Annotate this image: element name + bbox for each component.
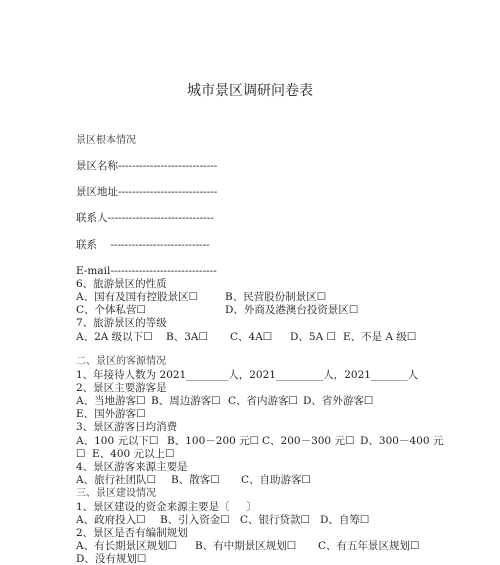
s2-q3-option-e[interactable]: E、400 元以上☐	[92, 448, 175, 460]
field-contact-person[interactable]: 联系人------------------------------	[76, 212, 214, 224]
s3-q1-option-a[interactable]: A、政府投入☐	[76, 514, 146, 526]
section-construction-heading: 三、景区建设情况	[76, 488, 156, 499]
s2-q4-option-a[interactable]: A、旅行社团队☐	[76, 474, 156, 486]
q7-option-a[interactable]: A、2A 级以下☐	[76, 331, 153, 343]
field-scenic-name[interactable]: 景区名称----------------------------	[76, 160, 218, 172]
q7-option-c[interactable]: C、4A☐	[230, 331, 273, 343]
q6-option-a[interactable]: A、国有及国有控股景区☐	[76, 291, 198, 303]
q7-option-e[interactable]: E、不是 A 级☐	[343, 331, 417, 343]
s3-q2-option-c[interactable]: C、有五年景区规划☐	[318, 540, 420, 552]
s2-q2-option-d[interactable]: D、省外游客☐	[303, 395, 374, 407]
field-scenic-address[interactable]: 景区地址----------------------------	[76, 186, 218, 198]
s2-q2-option-c[interactable]: C、省内游客☐	[228, 395, 298, 407]
s2-q4-option-b[interactable]: B、散客☐	[171, 474, 220, 486]
s2-q3-option-a[interactable]: A、100 元以下☐	[76, 435, 159, 447]
q7-question: 7、旅游景区的等级	[76, 317, 167, 329]
q6-option-b[interactable]: B、民营股份制景区☐	[225, 291, 327, 303]
s2-q2-question: 2、景区主要游客是	[76, 382, 167, 394]
s3-q1-question: 1、景区建设的资金来源主要是〔 〕	[76, 501, 257, 513]
s3-q1-option-d[interactable]: D、自筹☐	[320, 514, 370, 526]
document-title: 城市景区调研问卷表	[187, 83, 313, 99]
s2-q2-option-b[interactable]: B、周边游客☐	[151, 395, 221, 407]
s2-q3-option-c[interactable]: C、200－300 元☐	[262, 435, 355, 447]
s3-q1-option-b[interactable]: B、引入资金☐	[160, 514, 230, 526]
s3-q1-option-c[interactable]: C、银行贷款☐	[240, 514, 310, 526]
s2-q1-annual-visitors[interactable]: 1、年接待人数为 2021________人，2021_________人，2021_______人	[76, 369, 419, 381]
s2-q3-option-b[interactable]: B、100－200 元☐	[167, 435, 260, 447]
s2-q4-option-c[interactable]: C、自助游客☐	[241, 474, 311, 486]
s2-q2-option-a[interactable]: A、当地游客☐	[76, 395, 146, 407]
s3-q2-option-d[interactable]: D、没有规划☐	[76, 553, 147, 565]
section-visitor-source-heading: 二、景区的客源情况	[76, 356, 166, 367]
s2-q3-option-d-box[interactable]: ☐	[76, 448, 86, 460]
q7-option-b[interactable]: B、3A☐	[166, 331, 208, 343]
q7-option-d[interactable]: D、5A ☐	[290, 331, 336, 343]
q6-question: 6、旅游景区的性质	[76, 278, 167, 290]
q6-option-c[interactable]: C、个体私营☐	[76, 304, 146, 316]
field-email[interactable]: E-mail------------------------------	[76, 265, 217, 277]
s3-q2-option-a[interactable]: A、有长期景区规划☐	[76, 540, 177, 552]
section-basic-info-heading: 景区根本情况	[76, 135, 136, 146]
q6-option-d[interactable]: D、外商及港澳台投资景区☐	[225, 304, 359, 316]
s2-q3-option-d[interactable]: D、300－400 元	[360, 435, 444, 447]
s2-q4-question: 4、景区游客来源主要是	[76, 461, 188, 473]
s3-q2-option-b[interactable]: B、有中期景区规划☐	[195, 540, 297, 552]
s2-q2-option-e[interactable]: E、国外游客☐	[76, 408, 146, 420]
s3-q2-question: 2、景区是否有编制规划	[76, 527, 188, 539]
s2-q3-question: 3、景区游客日均消费	[76, 421, 178, 433]
field-contact-phone[interactable]: 联系 ----------------------------	[76, 239, 210, 251]
